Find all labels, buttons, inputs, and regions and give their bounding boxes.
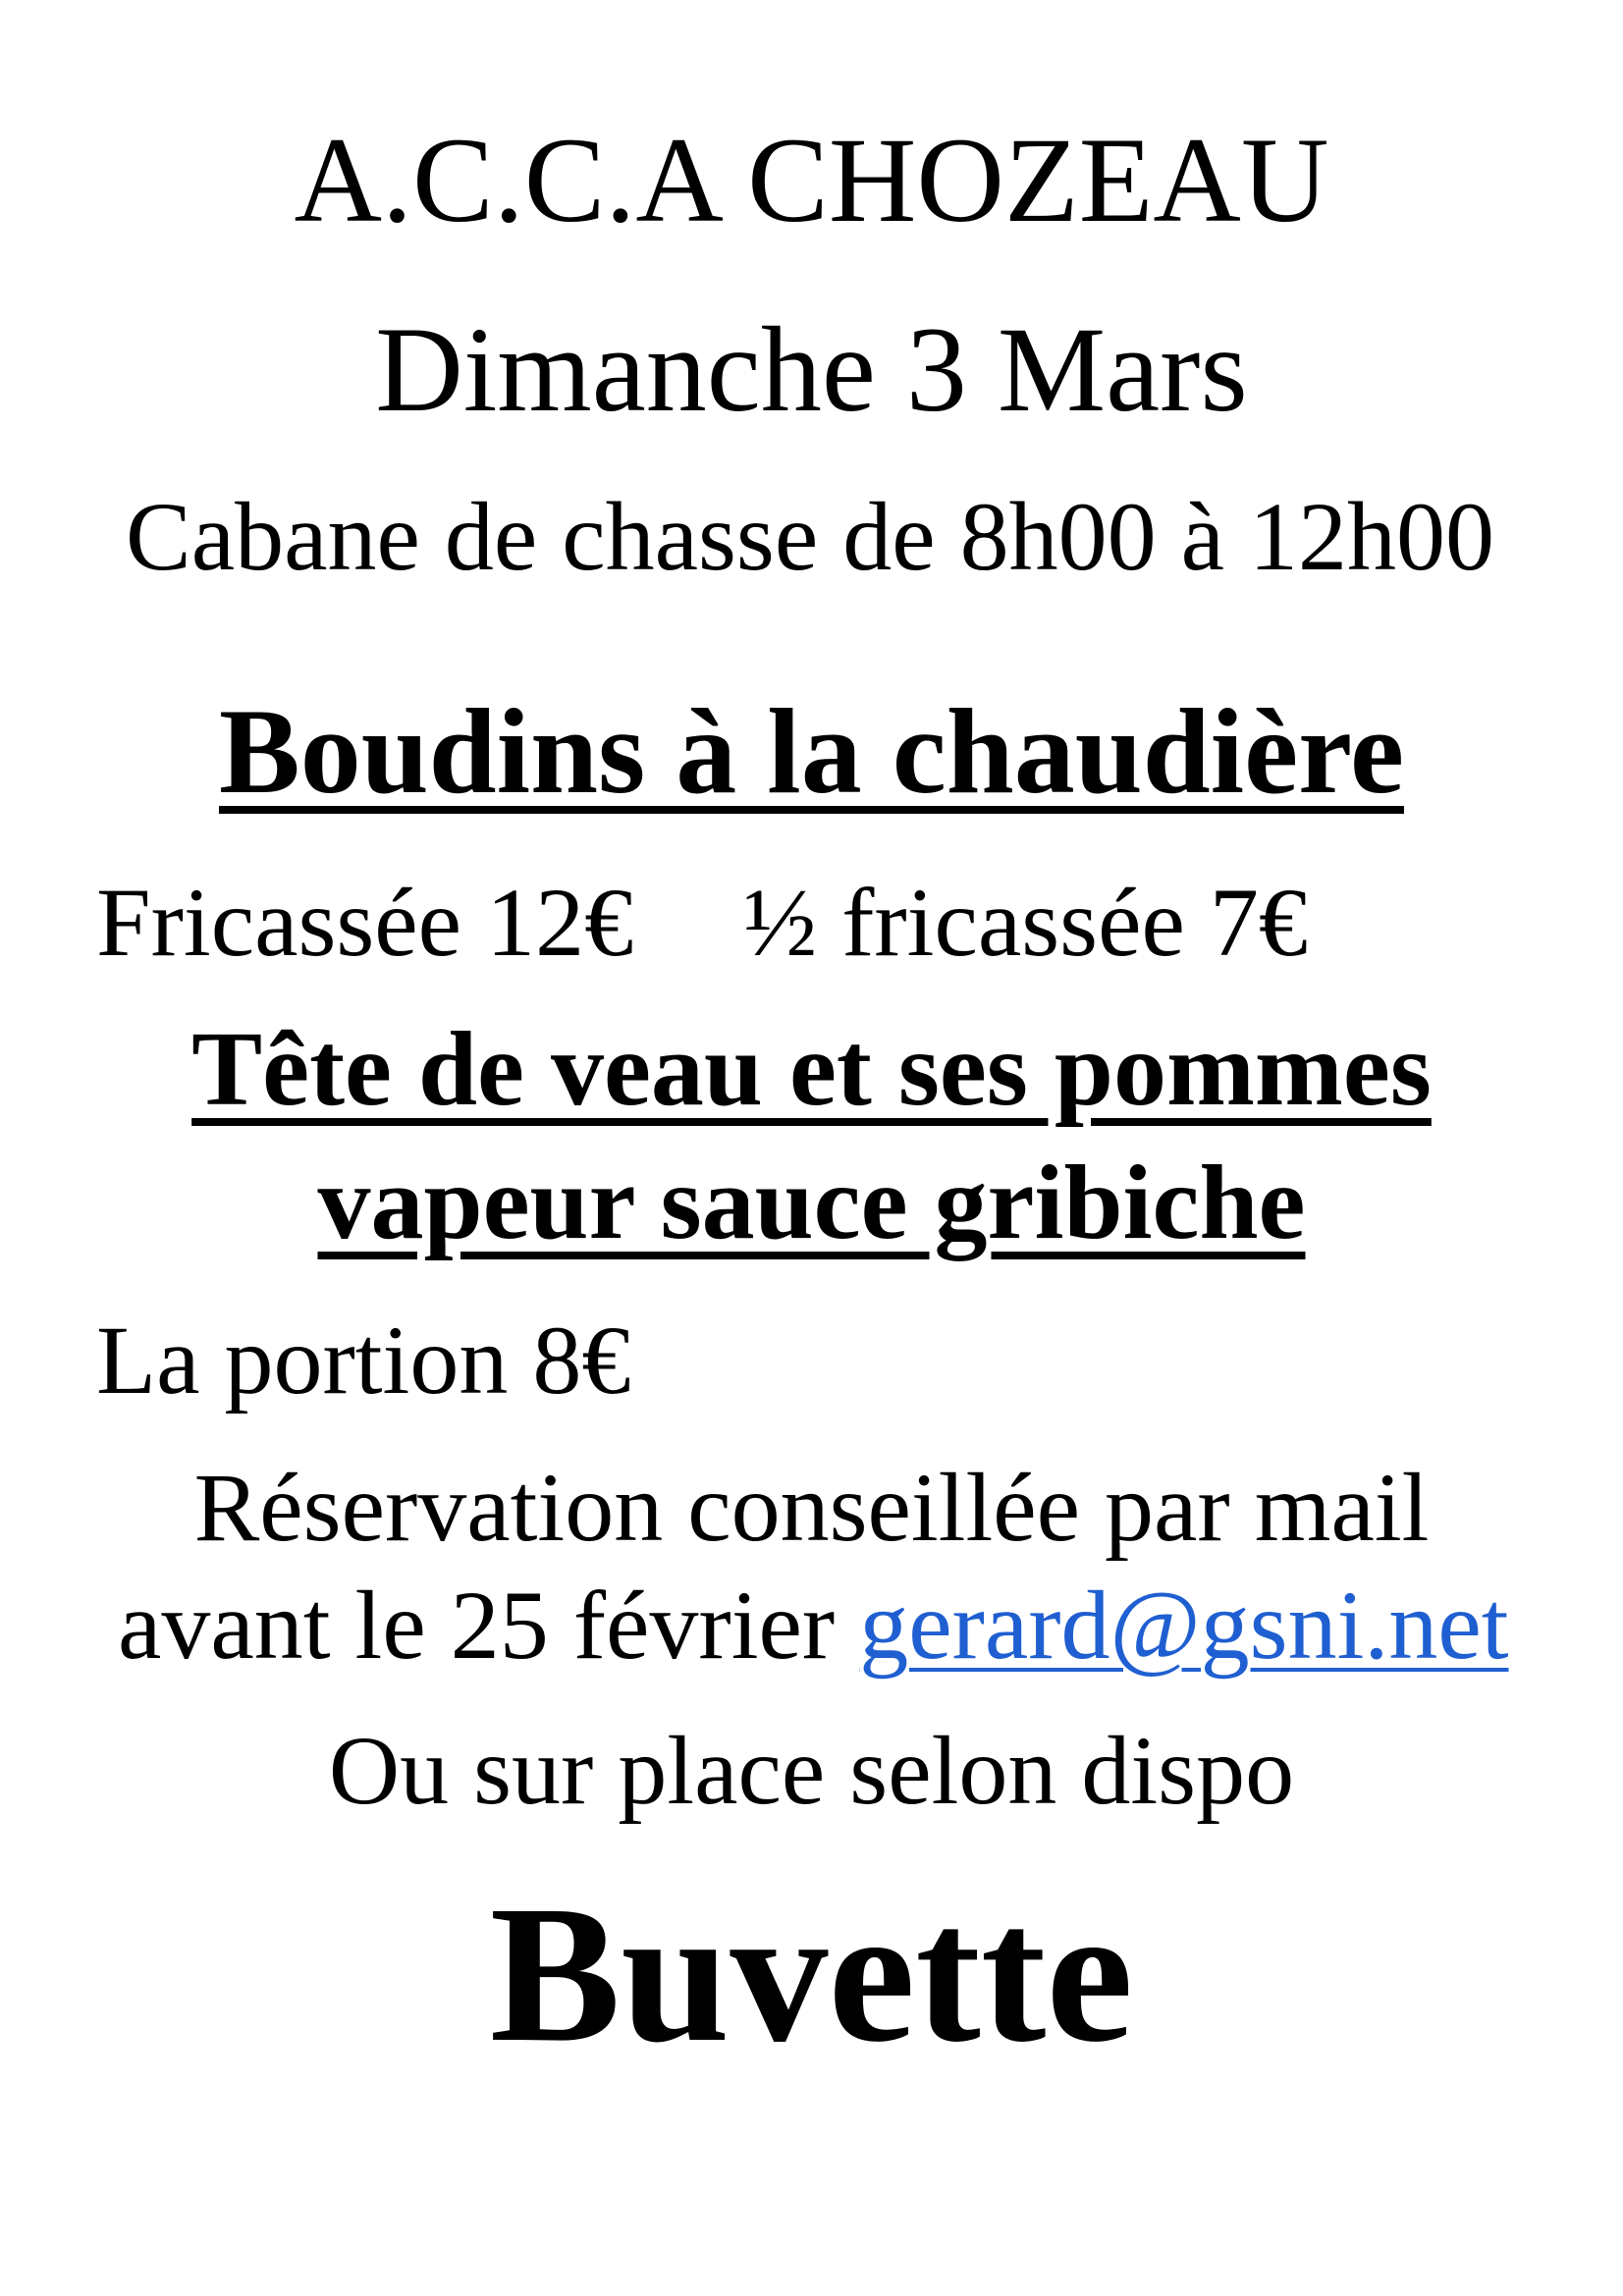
reservation-deadline: avant le 25 février bbox=[118, 1571, 860, 1680]
reservation-line-2 bbox=[118, 1571, 1509, 1680]
event-date: Dimanche 3 Mars bbox=[375, 302, 1248, 437]
organization-name: A.C.C.A CHOZEAU bbox=[294, 113, 1329, 247]
fricassee-prices bbox=[96, 868, 1308, 977]
tete-de-veau-heading-line-2 bbox=[0, 1145, 1623, 1261]
event-place-time: Cabane de chasse de 8h00 à 12h00 bbox=[126, 482, 1494, 591]
tete-de-veau-heading-line-1 bbox=[0, 1011, 1623, 1128]
boudins-heading bbox=[0, 684, 1623, 819]
email-link[interactable]: gerard@gsni.net bbox=[859, 1571, 1509, 1680]
fricassee-price: Fricassée 12€ bbox=[96, 868, 634, 977]
boudins-heading-text: Boudins à la chaudière bbox=[218, 684, 1404, 819]
tete-de-veau-heading-text-1: Tête de veau et ses pommes bbox=[191, 1011, 1432, 1128]
buvette-heading: Buvette bbox=[489, 1866, 1134, 2083]
on-site-note: Ou sur place selon dispo bbox=[328, 1716, 1295, 1825]
portion-price: La portion 8€ bbox=[96, 1306, 631, 1415]
tete-de-veau-heading-text-2: vapeur sauce gribiche bbox=[317, 1145, 1306, 1261]
half-fricassee-price: ½ fricassée 7€ bbox=[743, 868, 1308, 977]
reservation-line-1: Réservation conseillée par mail bbox=[193, 1453, 1430, 1562]
